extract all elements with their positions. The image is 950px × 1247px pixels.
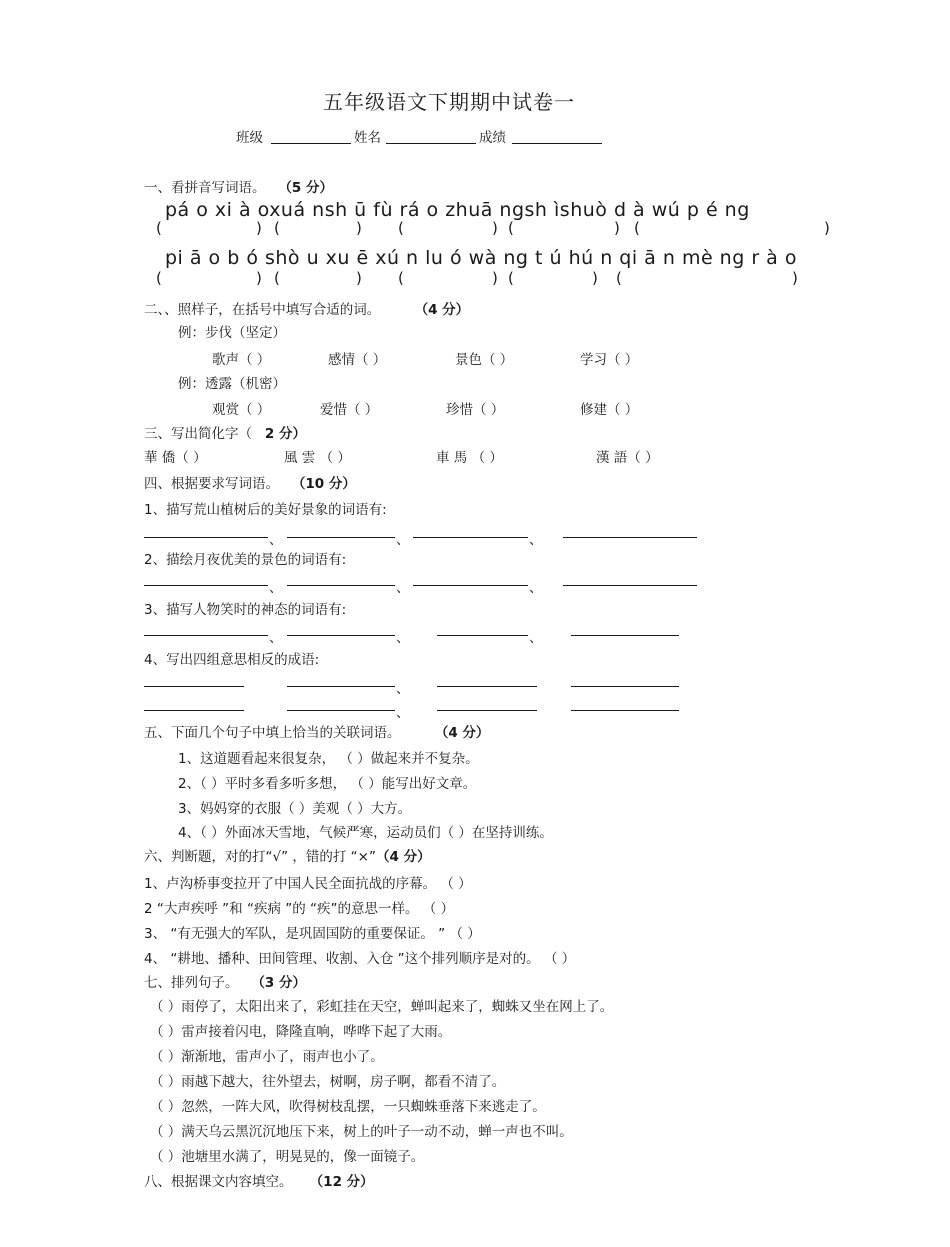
score-label: 成绩 [479, 130, 506, 146]
answer-blank[interactable] [571, 635, 679, 636]
s2-row2-item[interactable]: 爱惜（ ） [320, 402, 379, 418]
separator: 、 [396, 630, 410, 646]
separator: 、 [529, 532, 543, 548]
s7-item[interactable]: （ ）满天乌云黑沉沉地压下来，树上的叶子一动不动，蝉一声也不叫。 [150, 1124, 573, 1140]
s2-row1-item[interactable]: 歌声（ ） [212, 352, 271, 368]
name-blank[interactable] [386, 143, 476, 144]
separator: 、 [529, 630, 543, 646]
section5-heading: 五、下面几个句子中填上恰当的关联词语。 （4 分） [144, 725, 490, 741]
section4-heading: 四、根据要求写词语。 （10 分） [144, 476, 356, 492]
s3-item[interactable]: 車 馬 （ ） [436, 450, 503, 466]
name-label: 姓名 [354, 130, 381, 146]
separator: 、 [529, 580, 543, 596]
s3-item[interactable]: 漢 語（ ） [596, 450, 659, 466]
s6-item[interactable]: 3、 “有无强大的军队，是巩固国防的重要保证。 ” （ ） [144, 926, 481, 942]
separator: 、 [396, 532, 410, 548]
section1-heading: 一、看拼音写词语。 （5 分） [144, 180, 333, 196]
section2-heading: 二、、照样子，在括号中填写合适的词。 （4 分） [144, 302, 470, 318]
s2-row1-item[interactable]: 景色（ ） [455, 352, 514, 368]
section6-heading: 六、判断题，对的打“√” ，错的打 “×”（4 分） [144, 849, 431, 865]
s7-item[interactable]: （ ）雨越下越大，往外望去，树啊，房子啊，都看不清了。 [150, 1074, 506, 1090]
example-2: 例：透露（机密） [178, 376, 286, 392]
answer-blank[interactable] [437, 635, 528, 636]
answer-blank[interactable] [437, 710, 537, 711]
s2-row2-item[interactable]: 修建（ ） [580, 402, 639, 418]
answer-blank[interactable] [287, 635, 395, 636]
s7-item[interactable]: （ ）雨停了，太阳出来了，彩虹挂在天空，蝉叫起来了，蜘蛛又坐在网上了。 [150, 999, 614, 1015]
answer-blank[interactable] [287, 585, 395, 586]
s4-question-3: 3、描写人物笑时的神态的词语有: [144, 602, 347, 618]
example-1: 例：步伐（坚定） [178, 325, 286, 341]
separator: 、 [396, 681, 410, 697]
s3-item[interactable]: 華 僑（ ） [144, 450, 207, 466]
answer-blank[interactable] [287, 686, 395, 687]
answer-blank[interactable] [437, 686, 537, 687]
answer-blank[interactable] [413, 585, 528, 586]
s4-question-4: 4、写出四组意思相反的成语: [144, 652, 320, 668]
answer-blank[interactable] [144, 537, 268, 538]
s6-item[interactable]: 2 “大声疾呼 ”和 “疾病 ”的 “疾”的意思一样。 （ ） [144, 901, 455, 917]
answer-blank[interactable] [413, 537, 528, 538]
s2-row1-item[interactable]: 学习（ ） [580, 352, 639, 368]
s5-item[interactable]: 4、（ ）外面冰天雪地，气候严寒，运动员们（ ）在坚持训练。 [178, 825, 553, 841]
s6-item[interactable]: 4、 “耕地、播种、田间管理、收割、入仓 ”这个排列顺序是对的。 （ ） [144, 951, 576, 967]
class-blank[interactable] [271, 143, 351, 144]
answer-blank[interactable] [287, 710, 395, 711]
answer-blank[interactable] [144, 710, 244, 711]
s5-item[interactable]: 3、妈妈穿的衣服（ ）美观（ ）大方。 [178, 801, 412, 817]
pinyin-row-2: pi ā o b ó shò u xu ē xú n lu ó wà ng t ú hú n qi ā n mè ng r à o [165, 247, 797, 269]
section7-heading: 七、排列句子。 （3 分） [144, 975, 306, 991]
s4-question-2: 2、描绘月夜优美的景色的词语有: [144, 552, 347, 568]
s2-row2-item[interactable]: 珍惜（ ） [446, 402, 505, 418]
s2-row2-item[interactable]: 观赏（ ） [212, 402, 271, 418]
class-label: 班级 [236, 130, 263, 146]
s7-item[interactable]: （ ）池塘里水满了，明晃晃的，像一面镜子。 [150, 1149, 425, 1165]
answer-blank[interactable] [144, 585, 268, 586]
answer-blank[interactable] [571, 710, 679, 711]
s7-item[interactable]: （ ）渐渐地，雷声小了，雨声也小了。 [150, 1049, 384, 1065]
s5-item[interactable]: 2、（ ）平时多看多听多想， （ ）能写出好文章。 [178, 776, 477, 792]
answer-blank[interactable] [287, 537, 395, 538]
page-title: 五年级语文下期期中试卷一 [323, 90, 575, 114]
answer-blank[interactable] [563, 585, 697, 586]
separator: 、 [396, 705, 410, 721]
s4-question-1: 1、描写荒山植树后的美好景象的词语有: [144, 502, 387, 518]
s2-row1-item[interactable]: 感情（ ） [328, 352, 387, 368]
s5-item[interactable]: 1、这道题看起来很复杂， （ ）做起来并不复杂。 [178, 751, 479, 767]
answer-blank[interactable] [144, 686, 244, 687]
answer-blank[interactable] [563, 537, 697, 538]
s7-item[interactable]: （ ）忽然，一阵大风，吹得树枝乱摆，一只蜘蛛垂落下来逃走了。 [150, 1099, 546, 1115]
answer-blank[interactable] [144, 635, 268, 636]
s6-item[interactable]: 1、卢沟桥事变拉开了中国人民全面抗战的序幕。 （ ） [144, 876, 472, 892]
answer-blank[interactable] [571, 686, 679, 687]
s7-item[interactable]: （ ）雷声接着闪电，降隆直响，哗哗下起了大雨。 [150, 1024, 452, 1040]
section3-heading: 三、写出简化字（ 2 分） [144, 426, 306, 442]
pinyin-row-1: pá o xi à oxuá nsh ū fù rá o zhuā ngsh ìshuò d à wú p é ng [165, 199, 750, 221]
s3-item[interactable]: 風 雲 （ ） [284, 450, 351, 466]
separator: 、 [269, 532, 283, 548]
separator: 、 [269, 580, 283, 596]
separator: 、 [396, 580, 410, 596]
score-blank[interactable] [512, 143, 602, 144]
section8-heading: 八、根据课文内容填空。 （12 分） [144, 1174, 374, 1190]
separator: 、 [269, 630, 283, 646]
